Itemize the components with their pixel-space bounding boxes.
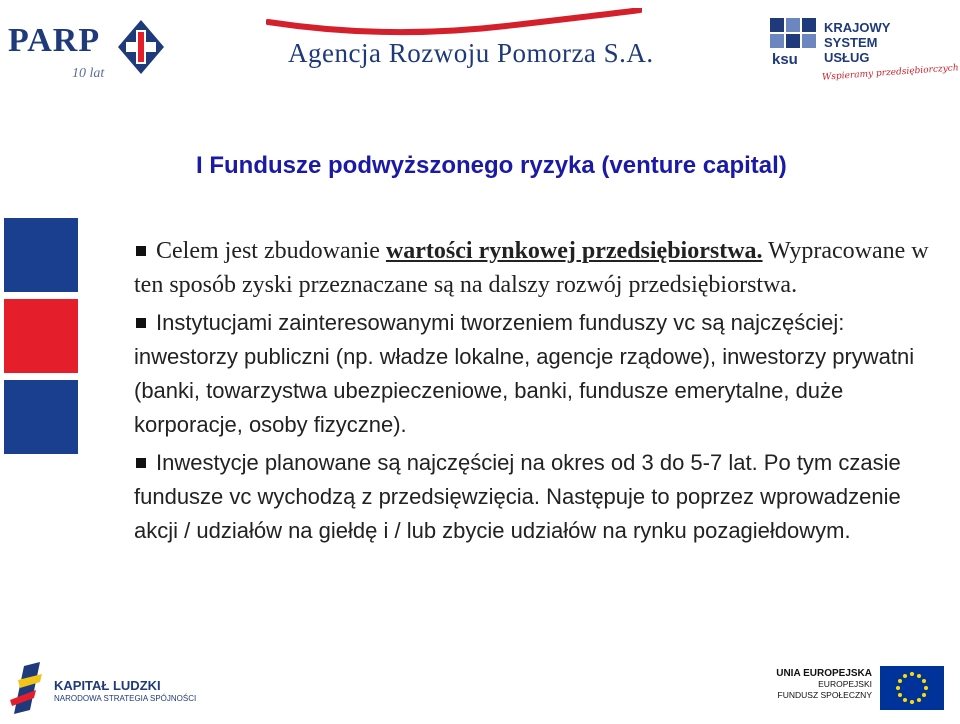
agency-swoosh-icon (266, 8, 642, 42)
bullet-lead: Celem jest zbudowanie (156, 238, 386, 264)
ksu-line: USŁUG (824, 50, 870, 65)
ksu-logo (770, 18, 959, 88)
bullet-item (134, 234, 934, 302)
bullet-text: Instytucjami zainteresowanymi tworzeniem funduszy vc są najczęściej: inwestorzy publiczni (np. władze lokalne, agencje rządowe), inwestorzy prywatni (banki, towarzystwa ubezpieczeniowe, banki, fundusze emerytalne, duże korporacje, osoby fizyczne). (134, 310, 915, 437)
kapital-ludzki-sub: NARODOWA STRATEGIA SPÓJNOŚCI (54, 694, 197, 703)
bullet-text: Wypracowane w ten sposób zyski przeznaczane są na dalszy rozwój przedsiębiorstwa. (134, 238, 929, 298)
kapital-ludzki-title: KAPITAŁ LUDZKI (54, 678, 161, 693)
slide-content (134, 234, 934, 552)
bullet-item (134, 306, 934, 442)
kapital-ludzki-icon (6, 660, 48, 716)
agency-name: Agencja Rozwoju Pomorza S.A. (288, 38, 654, 68)
eu-line: FUNDUSZ SPOŁECZNY (777, 690, 872, 700)
ksu-tagline: Wspieramy przedsiębiorczych (821, 63, 959, 83)
ksu-line: KRAJOWY (824, 20, 891, 35)
svg-text:ksu: ksu (772, 51, 798, 68)
decor-square-blue (4, 218, 78, 292)
eu-text (776, 668, 872, 701)
ksu-logo-text (824, 20, 890, 65)
square-bullet-icon (136, 318, 146, 328)
bullet-emphasis: wartości rynkowej przedsiębiorstwa. (385, 238, 763, 264)
eu-flag-icon (880, 666, 944, 710)
bullet-text: Inwestycje planowane są najczęściej na okres od 3 do 5-7 lat. Po tym czasie fundusze vc wychodzą z przedsięwzięcia. Następuje to poprzez wprowadzenie akcji / udziałów na giełdę i / lub zbycie udziałów na rynku pozagiełdowym. (134, 450, 901, 543)
eu-line: UNIA EUROPEJSKA (776, 668, 872, 679)
header (0, 0, 960, 100)
decor-square-blue (4, 380, 78, 454)
ksu-line: SYSTEM (824, 35, 878, 50)
eu-block (776, 664, 956, 720)
square-bullet-icon (136, 246, 146, 256)
square-bullet-icon (136, 458, 146, 468)
parp-logo-text: PARP (8, 22, 101, 59)
slide-title: I Fundusze podwyższonego ryzyka (venture capital) (196, 152, 787, 179)
decor-square-red (4, 299, 78, 373)
side-decoration (4, 218, 78, 461)
parp-logo-sub: 10 lat (72, 66, 105, 81)
ksu-grid-icon (770, 18, 820, 68)
parp-logo (8, 14, 168, 84)
kapital-ludzki-logo (6, 660, 197, 720)
bullet-item (134, 446, 934, 548)
eu-line: EUROPEJSKI (818, 679, 872, 689)
parp-cross-icon (116, 18, 166, 76)
